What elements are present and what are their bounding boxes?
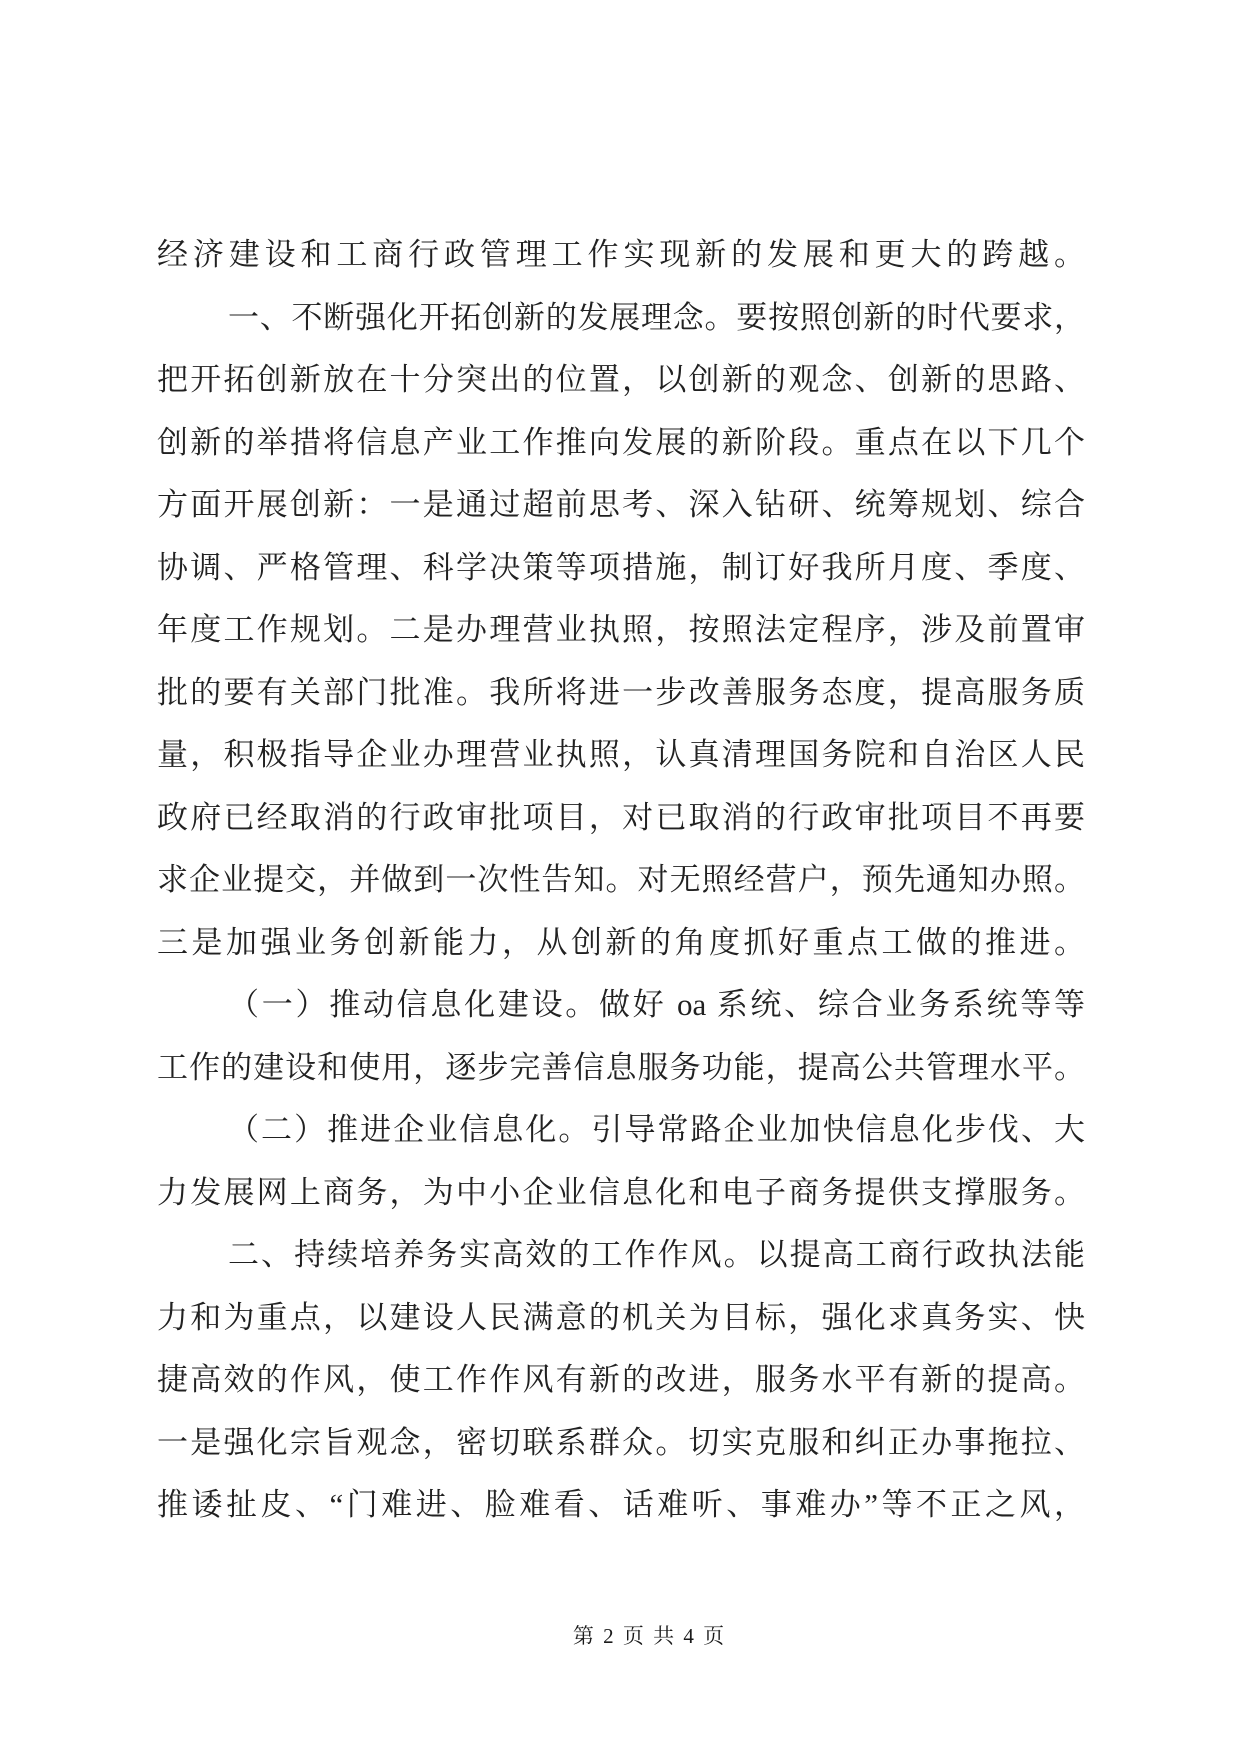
- text-line: （二）推进企业信息化。引导常路企业加快信息化步伐、大: [228, 1112, 1085, 1147]
- document-body: [157, 224, 1085, 1537]
- text-line: 经济建设和工商行政管理工作实现新的发展和更大的跨越。: [157, 237, 1085, 272]
- text-line: 批的要有关部门批准。我所将进一步改善服务态度，提高服务质: [157, 674, 1085, 710]
- text-line: 一是强化宗旨观念，密切联系群众。切实克服和纠正办事拖拉、: [157, 1424, 1085, 1460]
- page-footer: [0, 1620, 1241, 1650]
- text-line: 创新的举措将信息产业工作推向发展的新阶段。重点在以下几个: [157, 424, 1085, 460]
- text-line: 求企业提交，并做到一次性告知。对无照经营户，预先通知办照。: [157, 862, 1085, 897]
- text-line: 三是加强业务创新能力，从创新的角度抓好重点工做的推进。: [157, 924, 1085, 960]
- text-line: 捷高效的作风，使工作作风有新的改进，服务水平有新的提高。: [157, 1362, 1085, 1397]
- text-line: 工作的建设和使用，逐步完善信息服务功能，提高公共管理水平。: [157, 1049, 1085, 1085]
- text-line: 政府已经取消的行政审批项目，对已取消的行政审批项目不再要: [157, 799, 1085, 835]
- text-line: 年度工作规划。二是办理营业执照，按照法定程序，涉及前置审: [157, 612, 1085, 647]
- text-line: 二、持续培养务实高效的工作作风。以提高工商行政执法能: [228, 1237, 1085, 1272]
- text-line: （一）推动信息化建设。做好 oa 系统、综合业务系统等等: [228, 987, 1085, 1022]
- page-number-label: 第 2 页 共 4 页: [572, 1624, 727, 1648]
- text-line: 推诿扯皮、“门难进、脸难看、话难听、事难办”等不正之风，: [157, 1487, 1085, 1522]
- text-line: 力和为重点，以建设人民满意的机关为目标，强化求真务实、快: [157, 1299, 1085, 1335]
- text-line: 协调、严格管理、科学决策等项措施，制订好我所月度、季度、: [157, 549, 1085, 585]
- text-line: 量，积极指导企业办理营业执照，认真清理国务院和自治区人民: [157, 737, 1085, 772]
- text-line: 力发展网上商务，为中小企业信息化和电子商务提供支撑服务。: [157, 1174, 1085, 1210]
- text-line: 把开拓创新放在十分突出的位置，以创新的观念、创新的思路、: [157, 362, 1085, 397]
- text-line: 一、不断强化开拓创新的发展理念。要按照创新的时代要求，: [228, 299, 1085, 335]
- text-line: 方面开展创新：一是通过超前思考、深入钻研、统筹规划、综合: [157, 487, 1085, 522]
